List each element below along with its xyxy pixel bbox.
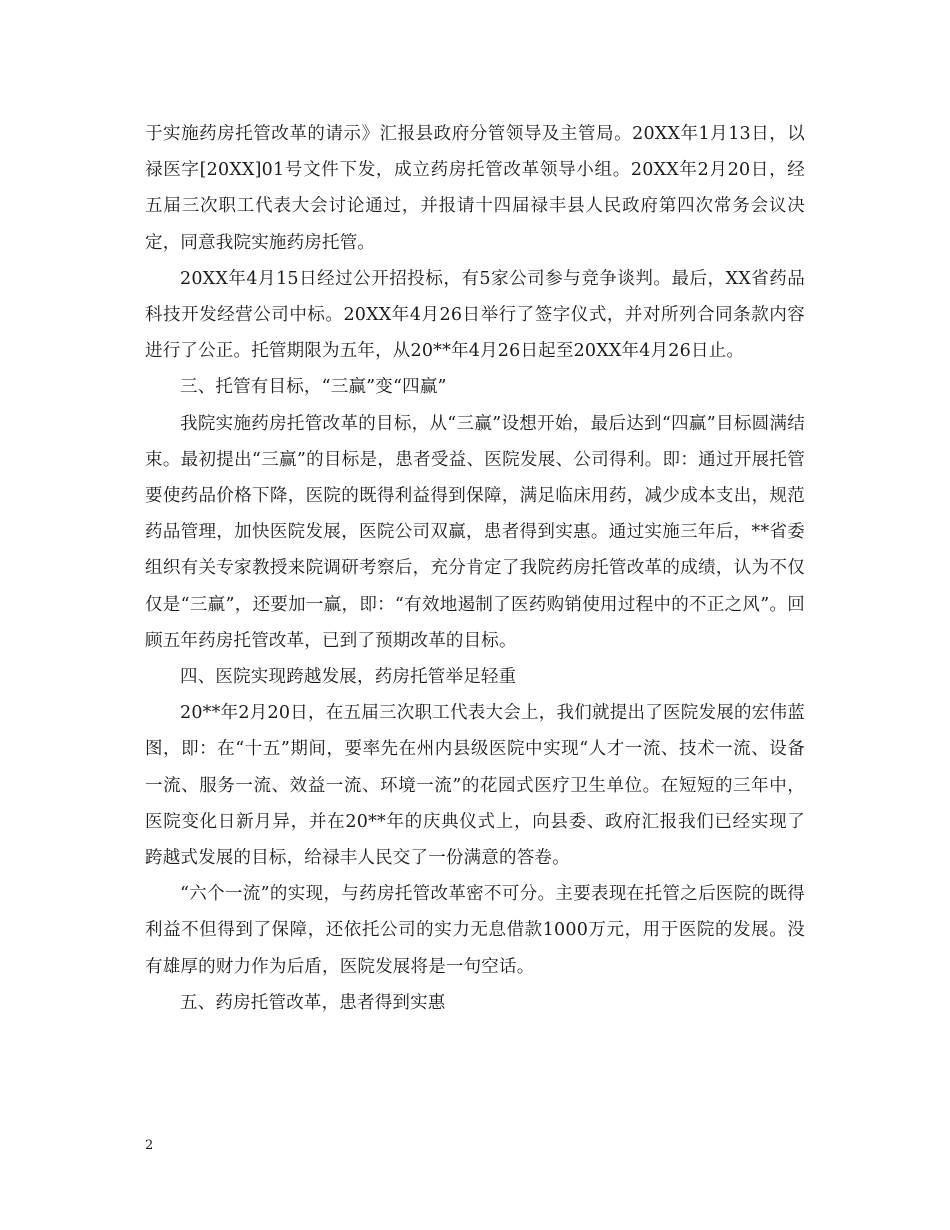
section-heading-five: 五、药房托管改革，患者得到实惠 xyxy=(180,992,446,1013)
page-number: 2 xyxy=(145,1138,154,1153)
paragraph-continuation: 于实施药房托管改革的请示》汇报县政府分管领导及主管局。20XX年1月13日，以禄医字[20XX]01号文件下发，成立药房托管改革领导小组。20XX年2月20日，经五届三次职工代表大会讨论通过，并报请十四届禄丰县人民政府第四次常务会议决定，同意我院实施药房托管。 xyxy=(145,124,805,253)
paragraph-blueprint: 20**年2月20日，在五届三次职工代表大会上，我们就提出了医院发展的宏伟蓝图，即：在“十五”期间，要率先在州内县级医院中实现“人才一流、技术一流、设备一流、服务一流、效益一流、环境一流”的花园式医疗卫生单位。在短短的三年中，医院变化日新月异，并在20**年的庆典仪式上，向县委、政府汇报我们已经实现了跨越式发展的目标，给禄丰人民交了一份满意的答卷。 xyxy=(145,703,805,869)
document-body xyxy=(145,116,805,1021)
section-heading-four: 四、医院实现跨越发展，药房托管举足轻重 xyxy=(180,667,517,688)
paragraph-six-firsts: “六个一流”的实现，与药房托管改革密不可分。主要表现在托管之后医院的既得利益不但得到了保障，还依托公司的实力无息借款1000万元，用于医院的发展。没有雄厚的财力作为后盾，医院发展将是一句空话。 xyxy=(145,884,805,977)
section-heading-three: 三、托管有目标，“三赢”变“四赢” xyxy=(180,377,447,398)
paragraph-goals: 我院实施药房托管改革的目标，从“三赢”设想开始，最后达到“四赢”目标圆满结束。最初提出“三赢”的目标是，患者受益、医院发展、公司得利。即：通过开展托管要使药品价格下降，医院的既得利益得到保障，满足临床用药，减少成本支出，规范药品管理，加快医院发展，医院公司双赢，患者得到实惠。通过实施三年后，**省委组织有关专家教授来院调研考察后，充分肯定了我院药房托管改革的成绩，认为不仅仅是“三赢”，还要加一赢，即：“有效地遏制了医药购销使用过程中的不正之风”。回顾五年药房托管改革，已到了预期改革的目标。 xyxy=(145,413,805,651)
paragraph-bidding: 20XX年4月15日经过公开招投标，有5家公司参与竞争谈判。最后，XX省药品科技开发经营公司中标。20XX年4月26日举行了签字仪式，并对所列合同条款内容进行了公正。托管期限为五年，从20**年4月26日起至20XX年4月26日止。 xyxy=(145,268,805,362)
